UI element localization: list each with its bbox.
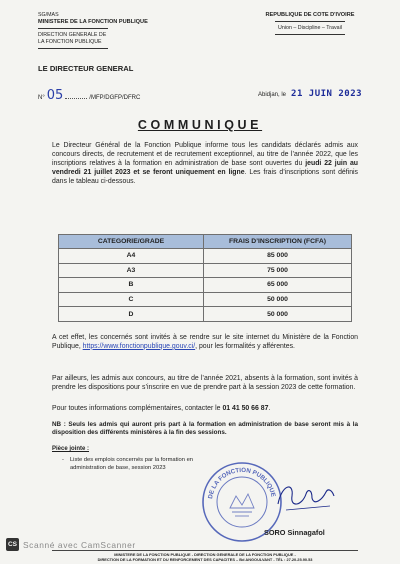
cell-category: D <box>59 307 204 322</box>
paragraph-contact-text: Pour toutes informations complémentaires, contacter le <box>52 405 223 412</box>
header-right <box>230 12 390 38</box>
directorate-line1: DIRECTION GENERALE DE <box>38 32 107 38</box>
divider <box>275 21 345 22</box>
attachment-bullet: - <box>62 457 64 463</box>
cell-category: A4 <box>59 249 204 264</box>
cell-category: B <box>59 278 204 293</box>
ministry-website-link[interactable]: https://www.fonctionpublique.gouv.ci/ <box>82 342 196 350</box>
divider <box>275 34 345 35</box>
national-motto: Union – Discipline – Travail <box>278 25 342 31</box>
paragraph-2021-admits: Par ailleurs, les admis aux concours, au titre de l’année 2021, absents à la formation, sont invités à prendre les dispositions pour s’inscrire en vue de prendre part à la session 2023 de cette formation. <box>52 375 358 391</box>
note-nb: NB : Seuls les admis qui auront pris part à la formation en administration de base seront mis à la disposition des différents ministères à la fin des sessions. <box>52 421 358 436</box>
table-header-row <box>59 235 352 249</box>
contact-phone: 01 41 50 66 87 <box>222 405 269 412</box>
paragraph-contact-end: . <box>268 405 271 412</box>
divider <box>38 48 108 49</box>
column-header-category: CATEGORIE/GRADE <box>59 235 204 249</box>
camscanner-logo-icon: CS <box>6 538 19 551</box>
footer <box>40 553 370 562</box>
paragraph-intro-end: . Les frais d’inscriptions sont définis dans le tableau ci-dessous. <box>52 168 359 185</box>
attachment-item-text: Liste des emplois concernés par la formation en administration de base, session 2023 <box>69 457 194 471</box>
table-row <box>59 278 352 293</box>
place-label: Abidjan, le <box>258 92 287 98</box>
fees-table <box>58 234 352 322</box>
document-title: COMMUNIQUE <box>137 118 263 132</box>
paragraph-website-text: A cet effet, les concernés sont invités à se rendre sur le site internet du Ministère de la Fonction Publique, <box>52 334 358 350</box>
cell-fee: 85 000 <box>204 249 352 264</box>
footer-line1: MINISTERE DE LA FONCTION PUBLIQUE - DIRECTION GENERALE DE LA FONCTION PUBLIQUE - <box>114 552 296 557</box>
cell-fee: 75 000 <box>204 263 352 278</box>
cell-fee: 50 000 <box>204 307 352 322</box>
date-stamp: 21 JUIN 2023 <box>291 89 363 99</box>
footer-divider <box>52 550 358 551</box>
divider <box>38 28 108 29</box>
ministry-acronym: SG/MAS <box>38 12 59 18</box>
table-row <box>59 307 352 322</box>
signature-icon <box>272 476 342 516</box>
column-header-fees: FRAIS D’INSCRIPTION (FCFA) <box>204 235 352 249</box>
cell-fee: 50 000 <box>204 292 352 307</box>
reference-handwritten-number: 05 <box>46 88 64 103</box>
paragraph-intro <box>52 142 358 187</box>
stamp-text: DE LA FONCTION PUBLIQUE <box>207 466 277 500</box>
country-name: REPUBLIQUE DE COTE D'IVOIRE <box>265 12 355 18</box>
paragraph-intro-text: Le Directeur Général de la Fonction Publique informe tous les candidats déclarés admis aux concours directs, de recrutement et de recrutement exceptionnel, au titre de l’année 2022, que les inscriptions relatives à la formation en administration de base sont ouvertes du <box>52 142 358 167</box>
director-title: LE DIRECTEUR GENERAL <box>38 64 134 73</box>
cell-category: A3 <box>59 263 204 278</box>
reference-prefix: N° <box>38 95 45 101</box>
paragraph-contact <box>52 405 358 414</box>
table-row <box>59 263 352 278</box>
signer-name: SORO Sinnagafol <box>264 528 325 537</box>
cell-fee: 65 000 <box>204 278 352 293</box>
camscanner-text: Scanné avec CamScanner <box>23 539 136 550</box>
cell-category: C <box>59 292 204 307</box>
header-left <box>38 12 188 52</box>
footer-line2: DIRECTION DE LA FORMATION ET DU RENFORCEMENT DES CAPACITES – Bd ANGOULVANT - TÉL : 27.20.25.90.53 <box>97 556 313 562</box>
attachment-item <box>62 456 210 472</box>
reference-suffix: /MFP/DGFP/DFRC <box>89 95 141 101</box>
table-row <box>59 249 352 264</box>
paragraph-website-end: , pour les formalités y afférentes. <box>195 342 295 350</box>
attachment-label: Pièce jointe : <box>52 446 90 452</box>
paragraph-intro-dates: jeudi 22 juin au vendredi 21 juillet 2023 et se feront uniquement en ligne <box>52 159 358 176</box>
directorate-line2: LA FONCTION PUBLIQUE <box>38 39 102 45</box>
reference-number <box>38 88 140 103</box>
reference-dotted-line <box>65 98 87 99</box>
paragraph-website <box>52 334 358 352</box>
place-and-date <box>258 89 362 99</box>
ministry-name: MINISTERE DE LA FONCTION PUBLIQUE <box>38 19 148 25</box>
table-row <box>59 292 352 307</box>
